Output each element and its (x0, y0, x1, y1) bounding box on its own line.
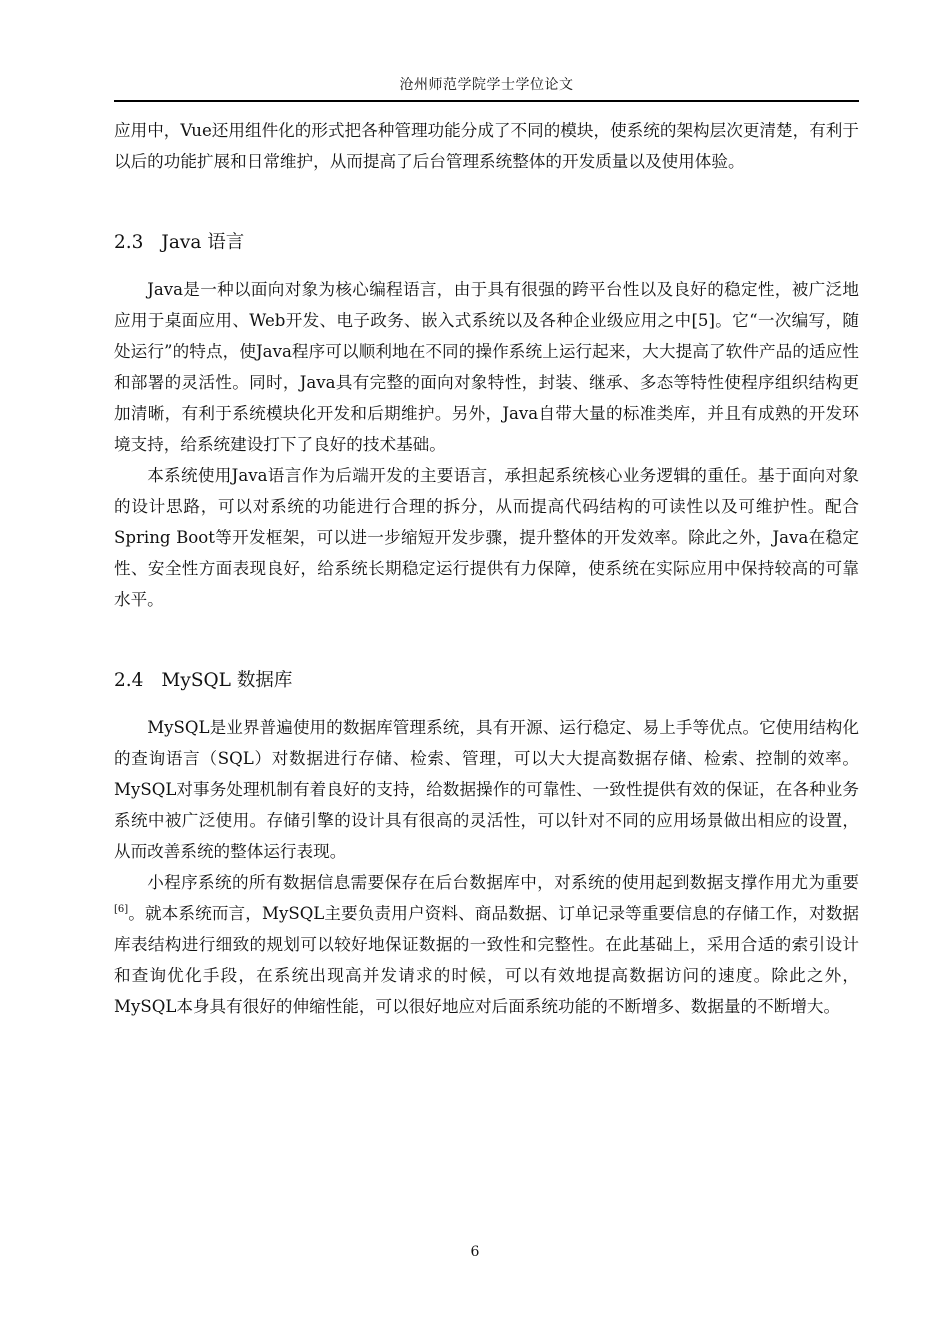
spacer (114, 696, 859, 712)
java-paragraph-1: Java是一种以面向对象为核心编程语言，由于具有很强的跨平台性以及良好的稳定性，被广泛地应用于桌面应用、Web开发、电子政务、嵌入式系统以及各种企业级应用之中[5]。它“一次编写，随处运行”的特点，使Java程序可以顺利地在不同的操作系统上运行起来，大大提高了软件产品的适应性和部署的灵活性。同时，Java具有完整的面向对象特性，封装、继承、多态等特性使程序组织结构更加清晰，有利于系统模块化开发和后期维护。另外，Java自带大量的标准类库，并且有成熟的开发环境支持，给系统建设打下了良好的技术基础。 (114, 280, 859, 454)
page-body (114, 115, 859, 1022)
section-number: 2.4 (114, 670, 144, 691)
java-paragraph-2: 本系统使用Java语言作为后端开发的主要语言，承担起系统核心业务逻辑的重任。基于面向对象的设计思路，可以对系统的功能进行合理的拆分，从而提高代码结构的可读性以及可维护性。配合Spring Boot等开发框架，可以进一步缩短开发步骤，提升整体的开发效率。除此之外，Java在稳定性、安全性方面表现良好，给系统长期稳定运行提供有力保障，使系统在实际应用中保持较高的可靠水平。 (114, 466, 859, 609)
section-number: 2.3 (114, 232, 144, 253)
header-rule (114, 100, 859, 102)
paragraph-text: 。就本系统而言，MySQL主要负责用户资料、商品数据、订单记录等重要信息的存储工作，对数据库表结构进行细致的规划可以较好地保证数据的一致性和完整性。在此基础上，采用合适的索引设计和查询优化手段，在系统出现高并发请求的时候，可以有效地提高数据访问的速度。除此之外，MySQL本身具有很好的伸缩性能，可以很好地应对后面系统功能的不断增多、数据量的不断增大。 (114, 904, 859, 1016)
page-number: 6 (470, 1244, 480, 1260)
section-title: MySQL 数据库 (161, 670, 293, 691)
spacer (114, 177, 859, 227)
mysql-paragraph-1: MySQL是业界普遍使用的数据库管理系统，具有开源、运行稳定、易上手等优点。它使用结构化的查询语言（SQL）对数据进行存储、检索、管理，可以大大提高数据存储、检索、控制的效率。MySQL对事务处理机制有着良好的支持，给数据操作的可靠性、一致性提供有效的保证，在各种业务系统中被广泛使用。存储引擎的设计具有很高的灵活性，可以针对不同的应用场景做出相应的设置，从而改善系统的整体运行表现。 (114, 718, 859, 861)
paragraph-text: 小程序系统的所有数据信息需要保存在后台数据库中，对系统的使用起到数据支撑作用尤为重要 (147, 873, 859, 892)
spacer (114, 615, 859, 665)
intro-paragraph: 应用中，Vue还用组件化的形式把各种管理功能分成了不同的模块，使系统的架构层次更清楚，有利于以后的功能扩展和日常维护，从而提高了后台管理系统整体的开发质量以及使用体验。 (114, 121, 859, 171)
mysql-paragraph-2 (114, 867, 859, 1022)
spacer (114, 258, 859, 274)
section-title: Java 语言 (161, 232, 245, 253)
section-heading-mysql (114, 665, 859, 696)
running-header: 沧州师范学院学士学位论文 (399, 77, 574, 93)
citation-reference: [6] (114, 904, 129, 915)
section-heading-java (114, 227, 859, 258)
